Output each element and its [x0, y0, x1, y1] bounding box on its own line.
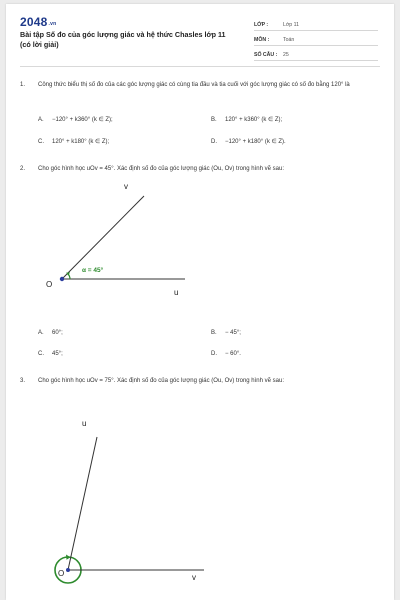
option-text: −120° + k360° (k ∈ Z); — [52, 117, 113, 123]
option-text: −120° + k180° (k ∈ Z). — [225, 139, 286, 145]
label-v: v — [124, 182, 128, 191]
origin-point — [66, 568, 70, 572]
label-o: O — [58, 569, 65, 578]
label-v: v — [192, 573, 196, 582]
logo-suffix: .vn — [48, 21, 57, 27]
logo-main: 2048 — [20, 15, 48, 29]
question-text: Công thức biểu thị số đo của các góc lượng giác có cùng tia đầu và tia cuối với góc lượng giác có số đo bằng 120° là — [38, 82, 350, 88]
option-letter: C. — [38, 351, 44, 357]
meta-value: Lớp 11 — [283, 22, 299, 28]
option-letter: B. — [211, 330, 217, 336]
question-number: 1. — [20, 82, 26, 88]
meta-label: SỐ CÂU : — [254, 52, 278, 58]
meta-value: Toán — [283, 37, 295, 43]
option-text: 120° + k360° (k ∈ Z); — [225, 117, 283, 123]
option-text: 120° + k180° (k ∈ Z); — [52, 139, 110, 145]
label-u: u — [174, 288, 179, 297]
question-number: 3. — [20, 378, 26, 384]
option-text: 60°; — [52, 330, 63, 336]
meta-label: MÔN : — [254, 37, 270, 43]
option-text: − 45°; — [225, 330, 241, 336]
label-o: O — [46, 280, 53, 289]
option-letter: B. — [211, 117, 217, 123]
angle-label: α = 45° — [82, 267, 104, 274]
option-text: − 60°. — [225, 351, 241, 357]
option-letter: A. — [38, 330, 44, 336]
option-letter: D. — [211, 351, 217, 357]
question-text: Cho góc hình học uOv = 45°. Xác định số đo của góc lượng giác (Ou, Ov) trong hình vẽ sau: — [38, 166, 284, 172]
meta-label: LỚP : — [254, 22, 269, 28]
option-text: 45°; — [52, 351, 63, 357]
question-number: 2. — [20, 166, 26, 172]
ray-ou — [68, 437, 97, 570]
question-text: Cho góc hình học uOv = 75°. Xác định số đo của góc lượng giác (Ou, Ov) trong hình vẽ sau: — [38, 378, 284, 384]
option-letter: D. — [211, 139, 217, 145]
meta-value: 25 — [283, 52, 289, 58]
option-letter: C. — [38, 139, 44, 145]
option-letter: A. — [38, 117, 44, 123]
page-title: Bài tập Số đo của góc lượng giác và hệ thức Chasles lớp 11 (có lời giải) — [20, 30, 226, 49]
label-u: u — [82, 419, 87, 428]
rotation-arrow-icon — [66, 555, 71, 560]
